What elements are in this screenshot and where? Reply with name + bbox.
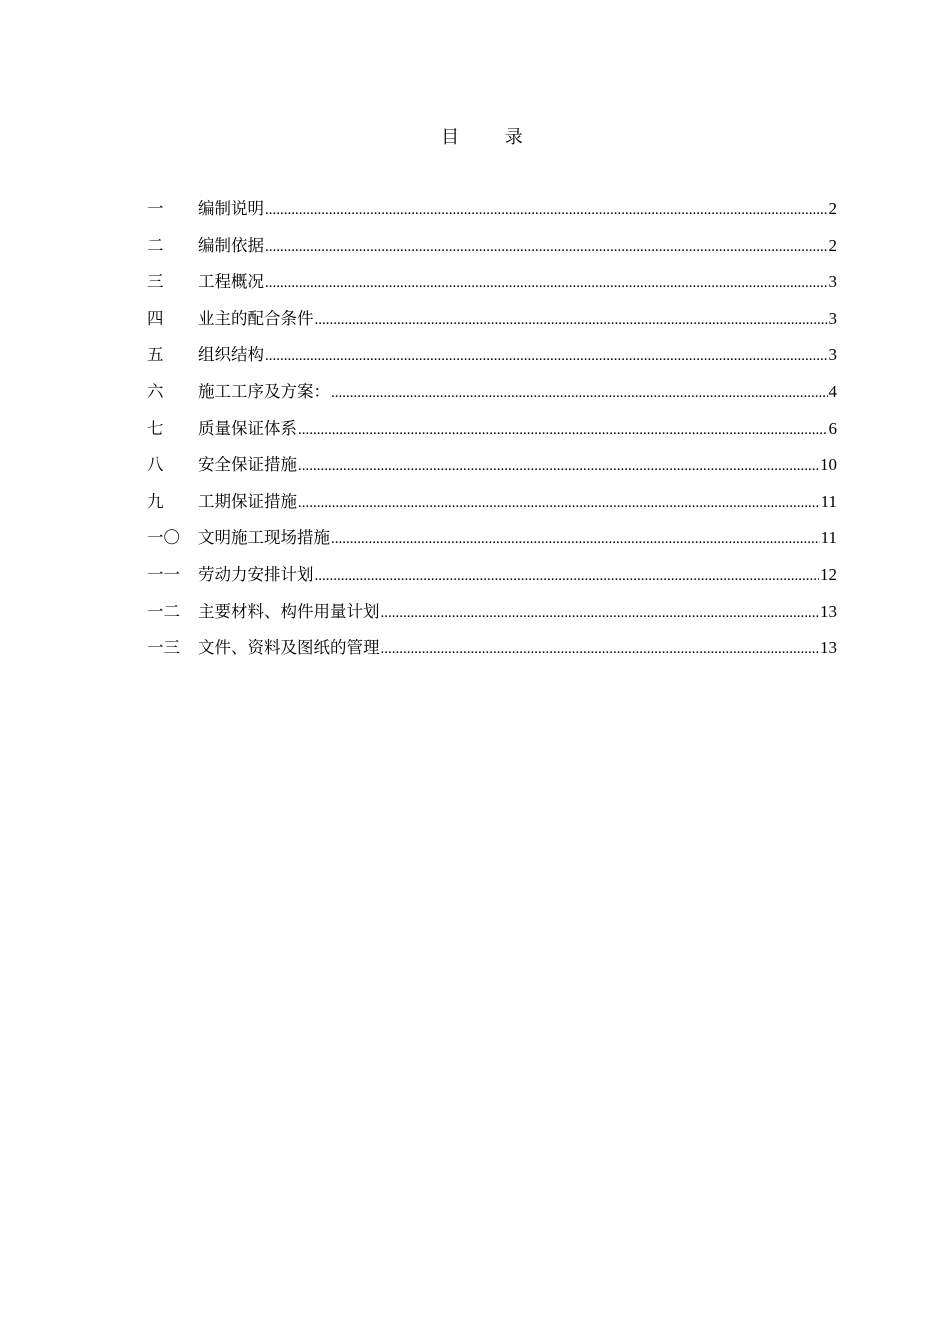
toc-entry[interactable]	[147, 306, 837, 343]
toc-entry-number: 九	[147, 491, 164, 511]
toc-entry-title: 文件、资料及图纸的管理	[198, 638, 380, 658]
toc-entry-number: 五	[147, 345, 164, 365]
toc-entry-page: 6	[828, 418, 837, 438]
toc-entry[interactable]	[147, 525, 837, 562]
toc-entry-number: 四	[147, 308, 164, 328]
toc-entry-page: 10	[820, 455, 837, 475]
toc-entry-title: 组织结构	[198, 345, 264, 365]
toc-entry[interactable]	[147, 342, 837, 379]
dot-leader	[298, 417, 828, 443]
toc-entry-page: 13	[820, 638, 837, 658]
toc-title: 目 录	[441, 127, 543, 148]
toc-entry-title: 安全保证措施	[198, 455, 297, 475]
toc-entry-number: 一〇	[147, 528, 180, 548]
toc-entry-title: 编制说明	[198, 199, 264, 218]
toc-entry-title: 工程概况	[198, 272, 264, 292]
toc-entry[interactable]	[147, 269, 837, 306]
table-of-contents	[147, 196, 837, 672]
dot-leader	[265, 197, 828, 223]
toc-entry-number: 二	[147, 235, 164, 255]
toc-entry-number: 六	[147, 381, 164, 401]
toc-entry-page: 3	[828, 308, 837, 328]
toc-entry-title: 质量保证体系	[198, 418, 297, 438]
toc-entry-page: 3	[828, 272, 837, 292]
toc-entry-title: 劳动力安排计划	[198, 564, 314, 584]
toc-entry-number: 七	[147, 418, 164, 438]
dot-leader	[315, 307, 828, 333]
toc-entry[interactable]	[147, 599, 837, 636]
toc-entry[interactable]	[147, 489, 837, 526]
dot-leader	[381, 600, 820, 626]
toc-entry[interactable]	[147, 635, 837, 672]
toc-entry-number: 一一	[147, 564, 180, 584]
toc-entry-title: 主要材料、构件用量计划	[198, 601, 380, 621]
dot-leader	[381, 636, 820, 662]
dot-leader	[315, 563, 820, 589]
toc-entry[interactable]	[147, 452, 837, 489]
toc-entry-page: 3	[828, 345, 837, 365]
toc-entry-number: 一三	[147, 638, 180, 658]
dot-leader	[331, 380, 828, 406]
toc-entry-number: 一二	[147, 601, 180, 621]
toc-entry[interactable]	[147, 562, 837, 599]
toc-entry-title: 文明施工现场措施	[198, 528, 330, 548]
toc-entry-page: 4	[828, 381, 837, 401]
toc-entry-number: 一	[147, 199, 164, 218]
toc-entry-title: 编制依据	[198, 235, 264, 255]
toc-entry-page: 11	[820, 491, 837, 511]
toc-entry-page: 11	[820, 528, 837, 548]
dot-leader	[331, 526, 820, 552]
dot-leader	[265, 234, 828, 260]
toc-entry-page: 2	[828, 199, 837, 218]
toc-entry-page: 13	[820, 601, 837, 621]
dot-leader	[265, 343, 828, 369]
toc-entry-number: 三	[147, 272, 164, 292]
dot-leader	[298, 453, 819, 479]
dot-leader	[298, 490, 820, 516]
toc-entry-page: 2	[828, 235, 837, 255]
toc-entry[interactable]	[147, 379, 837, 416]
toc-entry[interactable]	[147, 196, 837, 233]
toc-entry-page: 12	[820, 564, 837, 584]
toc-entry-title: 工期保证措施	[198, 491, 297, 511]
toc-entry[interactable]	[147, 233, 837, 270]
toc-entry-title: 施工工序及方案：	[198, 381, 330, 401]
toc-entry-number: 八	[147, 455, 164, 475]
dot-leader	[265, 270, 828, 296]
toc-entry-title: 业主的配合条件	[198, 308, 314, 328]
toc-entry[interactable]	[147, 416, 837, 453]
